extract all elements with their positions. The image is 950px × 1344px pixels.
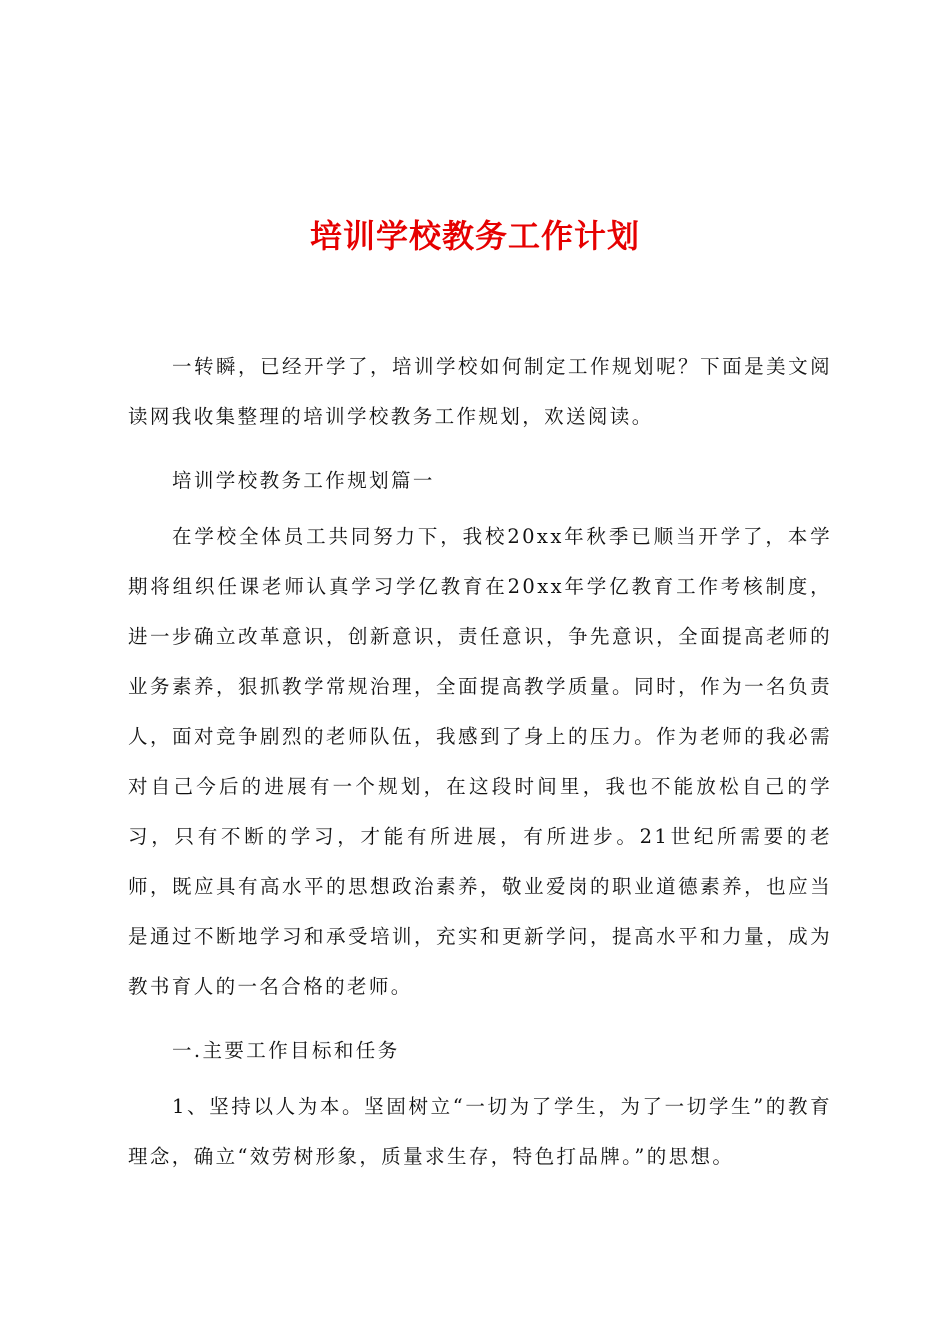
document-title: 培训学校教务工作计划: [309, 217, 640, 255]
list-item-paragraph: 1、坚持以人为本。坚固树立“一切为了学生，为了一切学生”的教育理念，确立“效劳树形象，质量求生存，特色打品牌。”的思想。: [128, 1095, 832, 1168]
section-heading-goals: 一.主要工作目标和任务: [172, 1039, 400, 1062]
document-body: [128, 342, 832, 1196]
body-paragraph: 在学校全体员工共同努力下，我校20xx年秋季已顺当开学了，本学期将组织任课老师认真学习学亿教育在20xx年学亿教育工作考核制度，进一步确立改革意识，创新意识，责任意识，争先意识，全面提高老师的业务素养，狠抓教学常规治理，全面提高教学质量。同时，作为一名负责人，面对竞争剧烈的老师队伍，我感到了身上的压力。作为老师的我必需对自己今后的进展有一个规划，在这段时间里，我也不能放松自己的学习，只有不断的学习，才能有所进展，有所进步。21世纪所需要的老师，既应具有高水平的思想政治素养，敬业爱岗的职业道德素养，也应当是通过不断地学习和承受培训，充实和更新学问，提高水平和力量，成为教书育人的一名合格的老师。: [128, 525, 832, 998]
intro-paragraph: 一转瞬，已经开学了，培训学校如何制定工作规划呢？下面是美文阅读网我收集整理的培训学校教务工作规划，欢送阅读。: [128, 355, 832, 428]
section-heading-part-one: 培训学校教务工作规划篇一: [172, 469, 435, 492]
